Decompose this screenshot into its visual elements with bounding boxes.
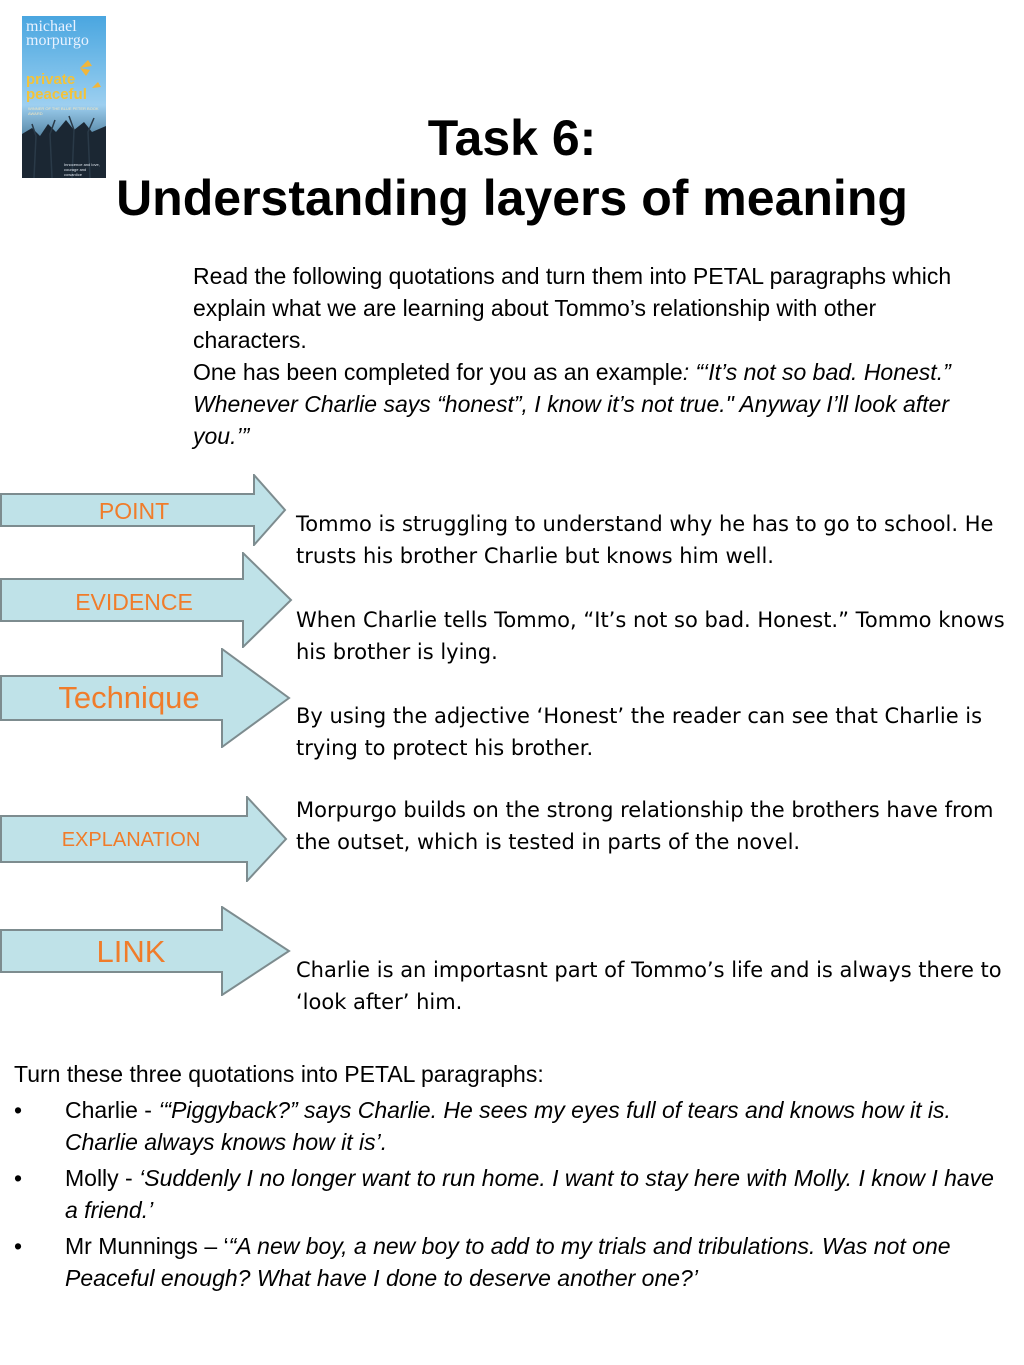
list-item [14, 1162, 1004, 1226]
task-heading: Turn these three quotations into PETAL paragraphs: [14, 1061, 544, 1087]
list-item [14, 1230, 1004, 1294]
instructions-paragraph: Read the following quotations and turn them into PETAL paragraphs which explain what we are learning about Tommo’s relationship with other characters. [193, 263, 952, 353]
link-text: Charlie is an importasnt part of Tommo’s life and is always there to ‘look after’ him. [296, 958, 1002, 1014]
page-title [0, 108, 1024, 228]
link-label: LINK [96, 934, 166, 969]
quote-speaker: Mr Munnings – ‘ [65, 1233, 229, 1259]
bullet: • [14, 1233, 23, 1259]
bullet: • [14, 1097, 23, 1123]
title-line-1: Task 6: [427, 110, 597, 166]
cover-strapline: WINNER OF THE BLUE PETER BOOK AWARD [28, 106, 99, 116]
point-label: POINT [98, 498, 170, 524]
point-arrow [0, 474, 300, 546]
quotation-list [14, 1094, 1004, 1298]
point-text: Tommo is struggling to understand why he has to go to school. He trusts his brother Charlie but knows him well. [296, 512, 994, 568]
technique-arrow [0, 648, 300, 748]
evidence-arrow [0, 552, 300, 648]
quote-text: “A new boy, a new boy to add to my trials and tribulations. Was not one Peaceful enough? What have I done to deserve another one?’ [65, 1233, 951, 1291]
list-item [14, 1094, 1004, 1158]
bullet: • [14, 1165, 23, 1191]
cover-title: private peaceful [26, 71, 87, 103]
title-line-2: Understanding layers of meaning [116, 170, 908, 226]
explanation-text: Morpurgo builds on the strong relationship the brothers have from the outset, which is tested in parts of the novel. [296, 798, 994, 854]
technique-label: Technique [58, 680, 200, 715]
example-quote: : “‘It’s not so bad. Honest.” Whenever Charlie says “honest”, I know it’s not true." Anyway I’ll look after you.’” [193, 359, 951, 449]
instructions [193, 260, 953, 452]
evidence-text: When Charlie tells Tommo, “It’s not so bad. Honest.” Tommo knows his brother is lying. [296, 608, 1005, 664]
example-lead: One has been completed for you as an example [193, 359, 683, 385]
cover-author: michael morpurgo [26, 18, 89, 49]
cover-blurb: Innocence and love, courage and cowardice [64, 162, 100, 177]
explanation-arrow [0, 796, 300, 882]
evidence-label: EVIDENCE [75, 589, 193, 615]
technique-text: By using the adjective ‘Honest’ the reader can see that Charlie is trying to protect his brother. [296, 704, 983, 760]
explanation-label: EXPLANATION [61, 829, 201, 851]
quote-text: ‘“Piggyback?” says Charlie. He sees my eyes full of tears and knows how it is. Charlie always knows how it is’. [65, 1097, 951, 1155]
quote-speaker: Charlie - [65, 1097, 159, 1123]
link-arrow [0, 906, 300, 996]
quote-text: ‘Suddenly I no longer want to run home. I want to stay here with Molly. I know I have a friend.’ [65, 1165, 994, 1223]
example-line [193, 356, 953, 452]
quote-speaker: Molly - [65, 1165, 140, 1191]
